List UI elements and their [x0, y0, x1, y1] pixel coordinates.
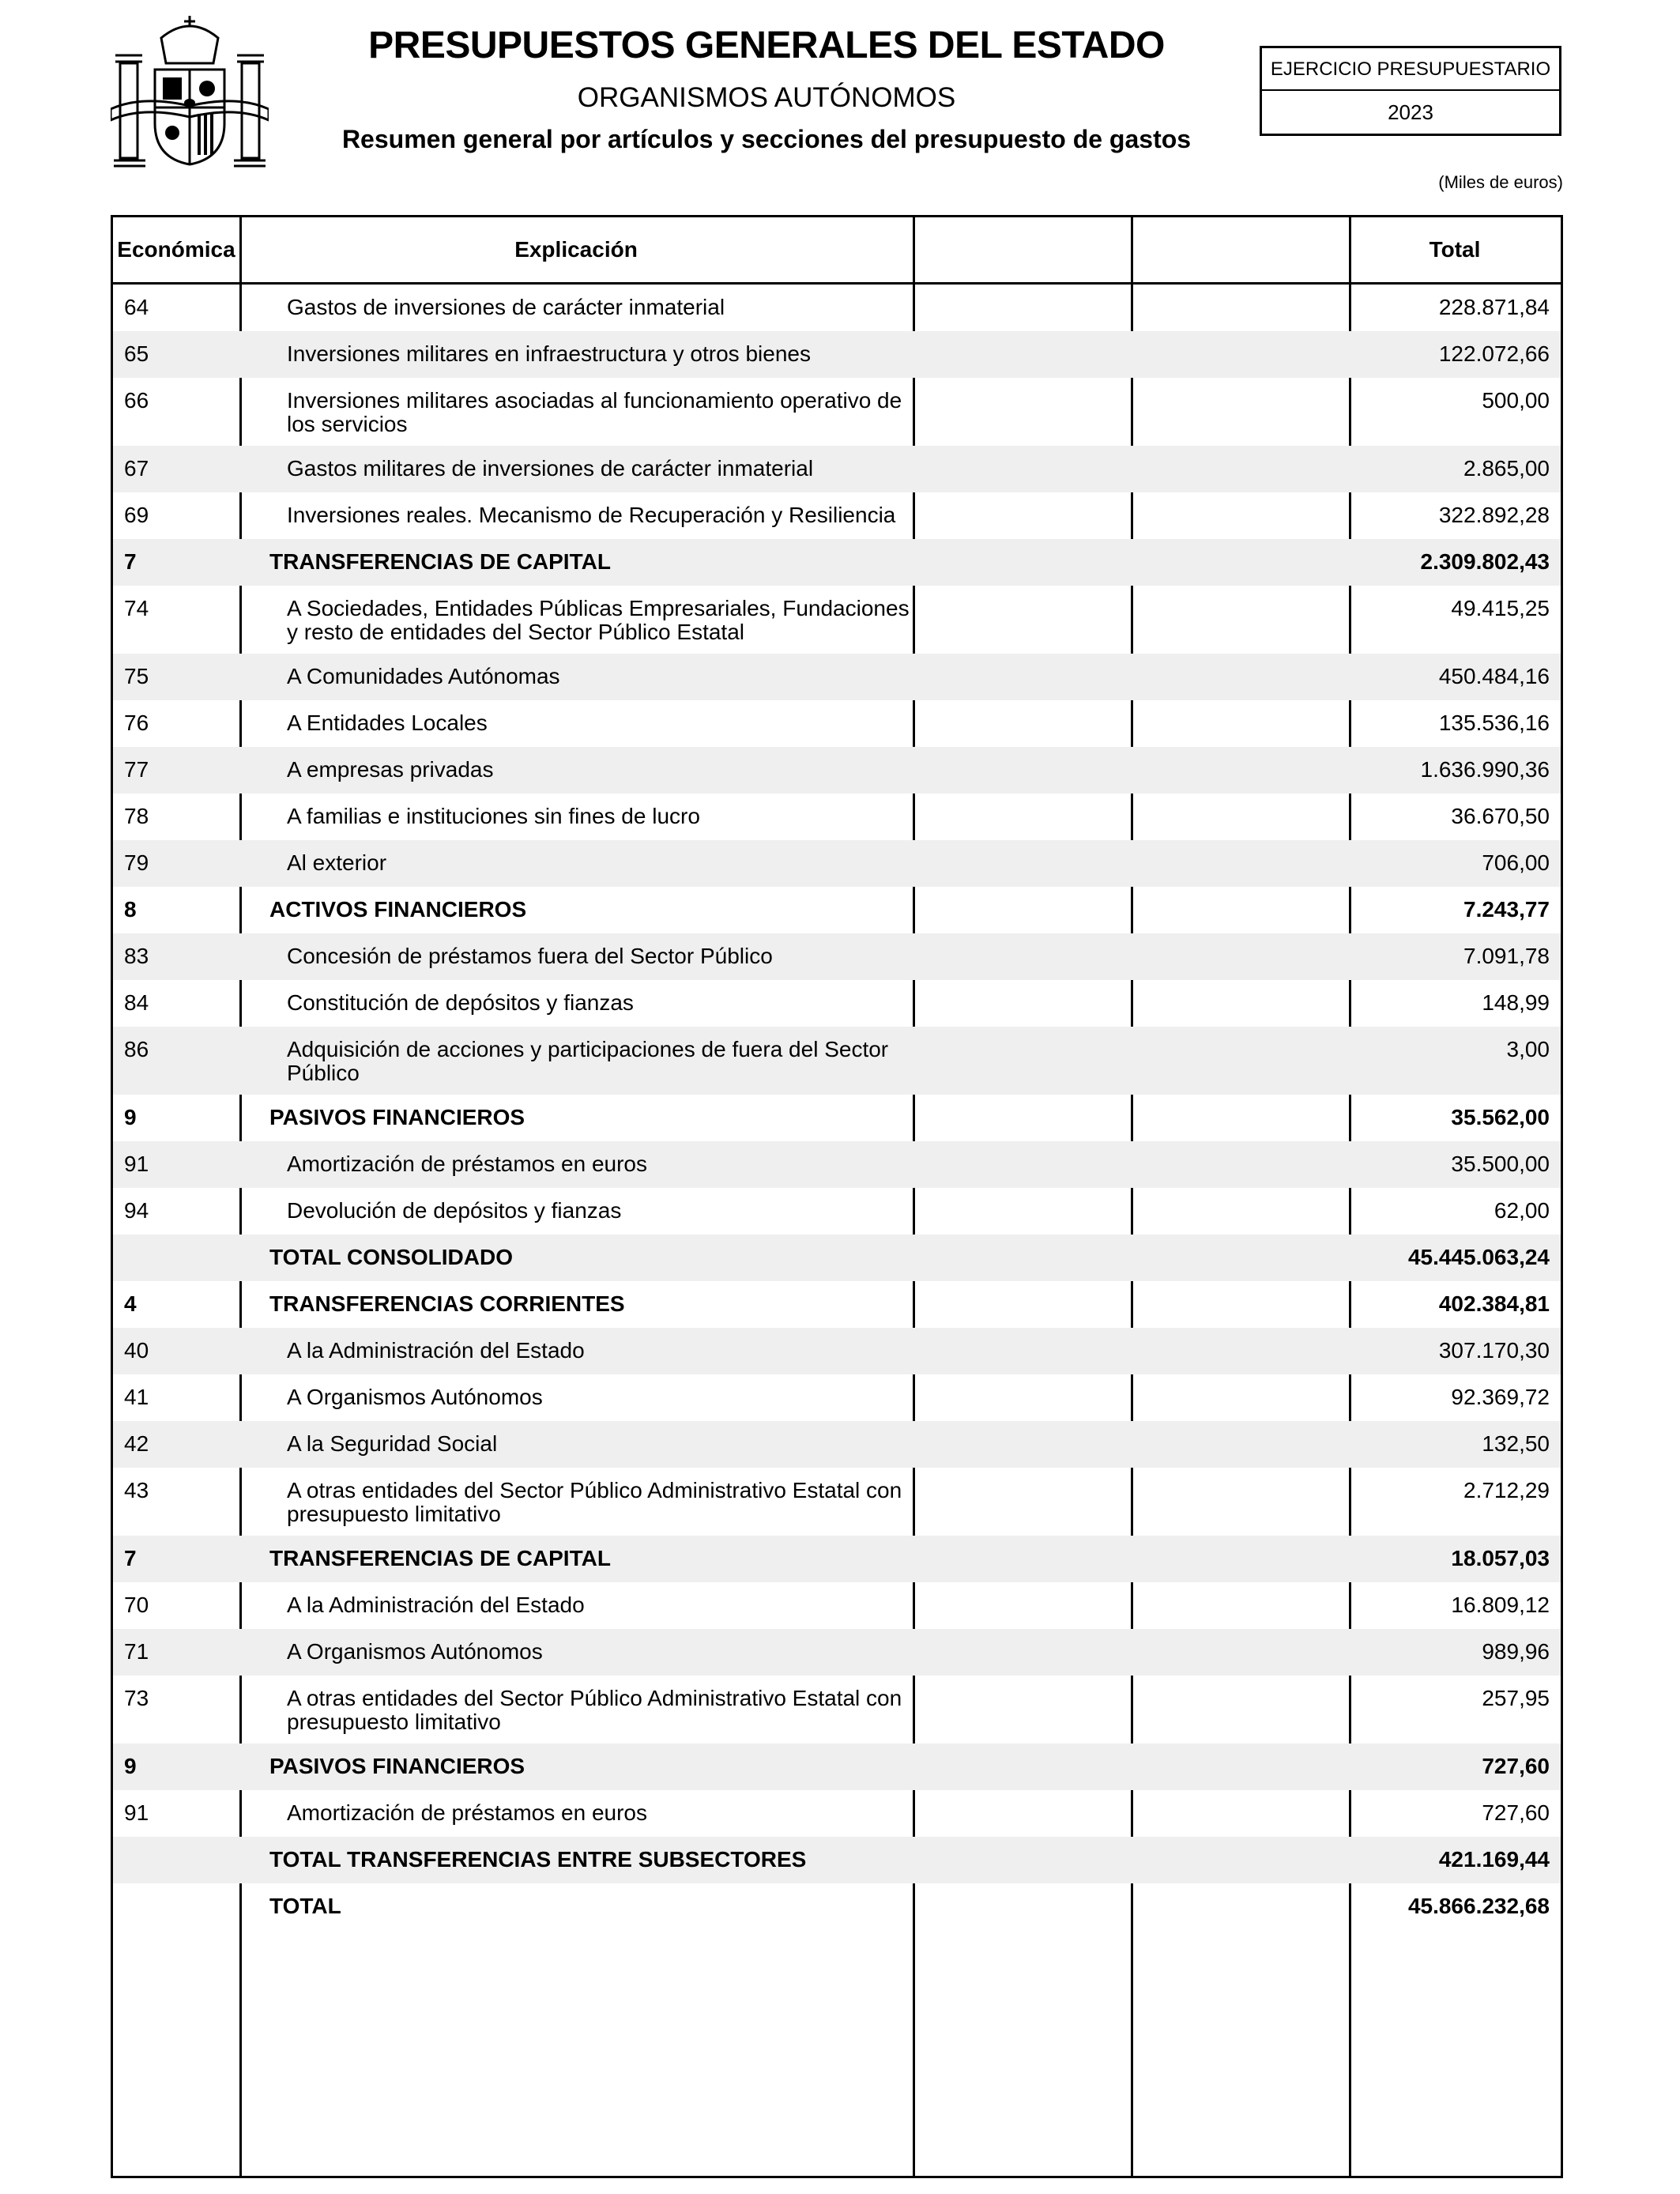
row-total: 92.369,72 — [1451, 1385, 1550, 1409]
row-description: Inversiones militares en infraestructura y otros bienes — [287, 341, 811, 366]
row-description: TRANSFERENCIAS DE CAPITAL — [269, 1546, 611, 1570]
row-description: TOTAL TRANSFERENCIAS ENTRE SUBSECTORES — [269, 1847, 807, 1872]
row-total: 148,99 — [1482, 990, 1550, 1015]
table-row — [113, 1281, 1561, 1328]
table-row — [113, 1027, 1561, 1095]
table-row — [113, 1582, 1561, 1629]
table-row — [113, 1095, 1561, 1141]
row-code: 75 — [124, 664, 149, 688]
table-row — [113, 446, 1561, 492]
page-description: Resumen general por artículos y secciones del presupuesto de gastos — [341, 125, 1192, 153]
table-row — [113, 794, 1561, 840]
row-code: 94 — [124, 1198, 149, 1223]
row-code: 41 — [124, 1385, 149, 1409]
row-code: 71 — [124, 1639, 149, 1664]
row-description: PASIVOS FINANCIEROS — [269, 1105, 525, 1129]
table-row — [113, 1328, 1561, 1374]
ejercicio-year: 2023 — [1388, 100, 1433, 124]
row-total: 45.445.063,24 — [1407, 1245, 1550, 1269]
table-row — [113, 933, 1561, 980]
table-row — [113, 492, 1561, 539]
table-row — [113, 747, 1561, 794]
row-total: 18.057,03 — [1451, 1546, 1550, 1570]
row-total: 2.712,29 — [1463, 1478, 1550, 1502]
row-code: 43 — [124, 1478, 149, 1502]
row-total: 322.892,28 — [1438, 503, 1550, 527]
ejercicio-box — [1260, 46, 1561, 136]
page-subtitle: ORGANISMOS AUTÓNOMOS — [577, 82, 956, 113]
budget-table — [111, 215, 1563, 2178]
table-row — [113, 1790, 1561, 1837]
table-row — [113, 1676, 1561, 1744]
row-total: 7.091,78 — [1463, 944, 1550, 968]
row-total: 307.170,30 — [1438, 1338, 1550, 1363]
row-description: Adquisición de acciones y participaciones de fuera del Sector Público — [287, 1037, 889, 1085]
row-description: A empresas privadas — [287, 757, 494, 782]
page-title: PRESUPUESTOS GENERALES DEL ESTADO — [368, 25, 1165, 66]
row-total: 7.243,77 — [1463, 897, 1550, 922]
table-row — [113, 1468, 1561, 1536]
table-row — [113, 887, 1561, 933]
row-code: 67 — [124, 456, 149, 481]
row-description: A la Administración del Estado — [287, 1338, 585, 1363]
row-total: 727,60 — [1482, 1754, 1550, 1778]
column-header-economica: Económica — [117, 237, 235, 262]
table-row — [113, 1744, 1561, 1790]
row-total: 989,96 — [1482, 1639, 1550, 1664]
row-code: 91 — [124, 1152, 149, 1176]
row-description: A la Administración del Estado — [287, 1593, 585, 1617]
row-code: 70 — [124, 1593, 149, 1617]
row-code: 79 — [124, 850, 149, 875]
table-row — [113, 1374, 1561, 1421]
row-description: TOTAL — [269, 1894, 341, 1918]
row-description: A otras entidades del Sector Público Administrativo Estatal con presupuesto limitativo — [287, 1478, 902, 1526]
row-total: 35.562,00 — [1451, 1105, 1550, 1129]
row-code: 86 — [124, 1037, 149, 1061]
row-description: TRANSFERENCIAS DE CAPITAL — [269, 549, 611, 574]
row-total: 1.636.990,36 — [1420, 757, 1550, 782]
row-total: 49.415,25 — [1451, 596, 1550, 620]
row-total: 35.500,00 — [1451, 1152, 1550, 1176]
row-description: Gastos militares de inversiones de carácter inmaterial — [287, 456, 814, 481]
row-description: A Organismos Autónomos — [287, 1639, 543, 1664]
row-code: 74 — [124, 596, 149, 620]
table-body — [113, 285, 1561, 1930]
row-code: 84 — [124, 990, 149, 1015]
table-row — [113, 1536, 1561, 1582]
row-description: A otras entidades del Sector Público Administrativo Estatal con presupuesto limitativo — [287, 1686, 902, 1734]
coat-of-arms-icon — [111, 14, 269, 172]
row-code: 9 — [124, 1105, 137, 1129]
row-description: Inversiones militares asociadas al funcionamiento operativo de los servicios — [287, 388, 902, 436]
row-total: 135.536,16 — [1438, 711, 1550, 735]
table-row — [113, 980, 1561, 1027]
row-description: A Sociedades, Entidades Públicas Empresariales, Fundaciones y resto de entidades del Sector Público Estatal — [287, 596, 910, 644]
row-code: 42 — [124, 1431, 149, 1456]
row-code: 7 — [124, 1546, 137, 1570]
row-code: 78 — [124, 804, 149, 828]
table-row — [113, 1837, 1561, 1883]
row-code: 8 — [124, 897, 137, 922]
row-code: 9 — [124, 1754, 137, 1778]
row-description: Al exterior — [287, 850, 387, 875]
row-code: 76 — [124, 711, 149, 735]
row-description: Devolución de depósitos y fianzas — [287, 1198, 622, 1223]
table-row — [113, 1188, 1561, 1235]
row-code: 64 — [124, 295, 149, 319]
row-total: 45.866.232,68 — [1407, 1894, 1550, 1918]
row-description: Concesión de préstamos fuera del Sector Público — [287, 944, 773, 968]
row-description: Gastos de inversiones de carácter inmaterial — [287, 295, 725, 319]
row-total: 450.484,16 — [1438, 664, 1550, 688]
table-row — [113, 539, 1561, 586]
row-total: 257,95 — [1482, 1686, 1550, 1710]
table-row — [113, 285, 1561, 331]
column-header-4 — [1131, 217, 1349, 282]
table-row — [113, 654, 1561, 700]
row-total: 727,60 — [1482, 1800, 1550, 1825]
row-code: 65 — [124, 341, 149, 366]
row-code: 77 — [124, 757, 149, 782]
column-header-explicacion: Explicación — [514, 237, 638, 262]
table-row — [113, 1235, 1561, 1281]
row-total: 36.670,50 — [1451, 804, 1550, 828]
ejercicio-label: EJERCICIO PRESUPUESTARIO — [1262, 48, 1559, 91]
row-description: A la Seguridad Social — [287, 1431, 498, 1456]
column-header-3 — [913, 217, 1131, 282]
row-code: 73 — [124, 1686, 149, 1710]
row-total: 16.809,12 — [1451, 1593, 1550, 1617]
row-code: 4 — [124, 1291, 137, 1316]
table-row — [113, 1141, 1561, 1188]
units-note: (Miles de euros) — [1438, 172, 1563, 192]
row-description: Amortización de préstamos en euros — [287, 1152, 647, 1176]
row-description: A Entidades Locales — [287, 711, 488, 735]
row-description: PASIVOS FINANCIEROS — [269, 1754, 525, 1778]
row-total: 2.865,00 — [1463, 456, 1550, 481]
table-row — [113, 378, 1561, 446]
row-description: A Comunidades Autónomas — [287, 664, 560, 688]
row-code: 69 — [124, 503, 149, 527]
table-row — [113, 700, 1561, 747]
row-code: 66 — [124, 388, 149, 413]
row-description: A familias e instituciones sin fines de lucro — [287, 804, 700, 828]
row-total: 62,00 — [1494, 1198, 1550, 1223]
table-row — [113, 331, 1561, 378]
row-description: TOTAL CONSOLIDADO — [269, 1245, 513, 1269]
column-header-total: Total — [1429, 237, 1481, 262]
row-total: 500,00 — [1482, 388, 1550, 413]
row-description: ACTIVOS FINANCIEROS — [269, 897, 527, 922]
row-total: 132,50 — [1482, 1431, 1550, 1456]
row-total: 2.309.802,43 — [1420, 549, 1550, 574]
table-row — [113, 1629, 1561, 1676]
row-description: Inversiones reales. Mecanismo de Recuperación y Resiliencia — [287, 503, 896, 527]
row-total: 228.871,84 — [1438, 295, 1550, 319]
row-total: 122.072,66 — [1438, 341, 1550, 366]
table-row — [113, 1421, 1561, 1468]
table-row — [113, 840, 1561, 887]
row-description: Amortización de préstamos en euros — [287, 1800, 647, 1825]
table-row — [113, 586, 1561, 654]
row-description: Constitución de depósitos y fianzas — [287, 990, 634, 1015]
row-code: 83 — [124, 944, 149, 968]
row-code: 91 — [124, 1800, 149, 1825]
row-code: 7 — [124, 549, 137, 574]
row-total: 402.384,81 — [1438, 1291, 1550, 1316]
row-description: A Organismos Autónomos — [287, 1385, 543, 1409]
row-code: 40 — [124, 1338, 149, 1363]
table-row — [113, 1883, 1561, 1930]
row-total: 706,00 — [1482, 850, 1550, 875]
row-total: 421.169,44 — [1438, 1847, 1550, 1872]
row-description: TRANSFERENCIAS CORRIENTES — [269, 1291, 625, 1316]
row-total: 3,00 — [1506, 1037, 1550, 1061]
